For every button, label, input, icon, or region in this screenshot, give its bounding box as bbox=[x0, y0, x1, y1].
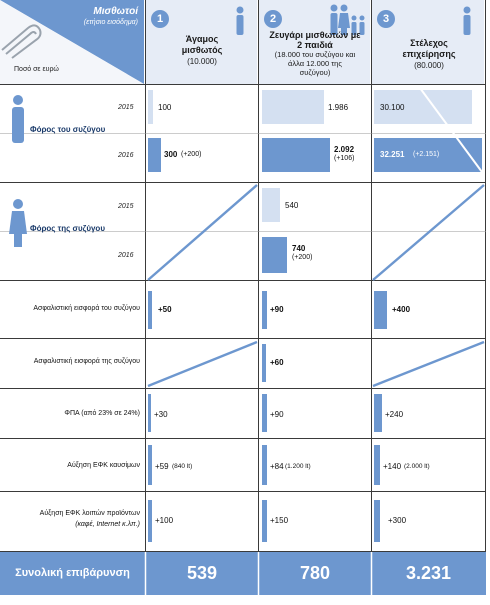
header-subtitle: (ετήσιο εισόδημα) bbox=[83, 19, 138, 26]
year-2015: 2015 bbox=[118, 203, 134, 210]
bar-c2-fuel bbox=[262, 445, 267, 485]
bar-c3-vat bbox=[374, 394, 382, 432]
bar-c3-ins bbox=[374, 291, 387, 329]
value-c2-vat: +90 bbox=[270, 410, 284, 419]
bar-c1-vat bbox=[148, 394, 151, 432]
value-c2-2016: 2.092 bbox=[334, 145, 355, 154]
bar-c2-wife-2015 bbox=[262, 188, 280, 222]
bar-c2-ins bbox=[262, 291, 267, 329]
value-c1-vat: +30 bbox=[154, 410, 168, 419]
value-c2-wife-ins: +60 bbox=[270, 358, 284, 367]
year-2015: 2015 bbox=[118, 104, 134, 111]
column-number-1: 1 bbox=[151, 10, 169, 28]
value-c2-wife-2016: 740 bbox=[292, 244, 306, 253]
bar-c3-other bbox=[374, 500, 380, 542]
value-c3-2015: 30.100 bbox=[380, 103, 405, 112]
wife-tax-label: Φόρος της συζύγου bbox=[30, 224, 105, 233]
value-c1-2015: 100 bbox=[158, 103, 172, 112]
value-c2-ins: +90 bbox=[270, 305, 284, 314]
value-c1-ins: +50 bbox=[158, 305, 172, 314]
wife-insurance-label: Ασφαλιστική εισφορά της συζύγου bbox=[33, 358, 140, 365]
value-c3-other: +300 bbox=[388, 516, 407, 525]
bar-c3-fuel bbox=[374, 445, 380, 485]
diff-c2-2016: (+106) bbox=[334, 155, 355, 162]
value-c2-fuel: +84 bbox=[270, 462, 284, 471]
total-c3: 3.231 bbox=[405, 563, 452, 583]
year-2016: 2016 bbox=[118, 152, 134, 159]
diff-c3-2016: (+2.151) bbox=[413, 151, 440, 158]
column-income-3: (80.000) bbox=[414, 61, 444, 70]
value-c1-fuel: +59 bbox=[155, 462, 169, 471]
bar-c2-vat bbox=[262, 394, 267, 432]
man-icon bbox=[8, 94, 28, 144]
bar-c1-2015 bbox=[148, 90, 153, 124]
value-c3-ins: +400 bbox=[392, 305, 411, 314]
bar-c1-fuel bbox=[148, 445, 152, 485]
note-c2-fuel: (1.200 lt) bbox=[285, 463, 311, 470]
other-products-sublabel: (καφέ, Internet κ.λπ.) bbox=[75, 521, 140, 528]
fuel-label: Αύξηση ΕΦΚ καυσίμων bbox=[67, 462, 140, 469]
bar-c1-ins bbox=[148, 291, 152, 329]
column-income-1: (10.000) bbox=[187, 57, 217, 66]
diff-c1-2016: (+200) bbox=[181, 151, 202, 158]
other-products-label: Αύξηση ΕΦΚ λοιπών προϊόντων bbox=[39, 510, 140, 517]
header-title: Μισθωτοί bbox=[93, 6, 138, 17]
total-c2: 780 bbox=[299, 563, 331, 583]
value-c1-other: +100 bbox=[155, 516, 174, 525]
column-number-2: 2 bbox=[264, 10, 282, 28]
value-c3-2016: 32.251 bbox=[380, 150, 405, 159]
total-c1: 539 bbox=[186, 563, 218, 583]
note-c1-fuel: (840 lt) bbox=[172, 463, 193, 470]
value-c2-other: +150 bbox=[270, 516, 289, 525]
diff-c2-wife-2016: (+200) bbox=[292, 254, 313, 261]
column-title-3-text: Στέλεχος επιχείρησης bbox=[402, 38, 456, 59]
husband-tax-label: Φόρος του συζύγου bbox=[30, 125, 106, 134]
value-c2-2015: 1.986 bbox=[328, 103, 349, 112]
year-2016: 2016 bbox=[118, 252, 134, 259]
value-c1-2016: 300 bbox=[164, 150, 178, 159]
note-c3-fuel: (2.000 lt) bbox=[404, 463, 430, 470]
bar-c2-wife-ins bbox=[262, 344, 266, 382]
woman-icon bbox=[8, 198, 28, 248]
bar-c1-2016 bbox=[148, 138, 161, 172]
column-income-2: (18.000 του συζύγου και άλλα 12.000 της συζύγου) bbox=[274, 50, 356, 77]
bar-c2-wife-2016 bbox=[262, 237, 287, 273]
vat-label: ΦΠΑ (από 23% σε 24%) bbox=[64, 410, 140, 417]
axis-break-mark bbox=[372, 86, 486, 174]
bar-c2-2015 bbox=[262, 90, 324, 124]
unit-label: Ποσό σε ευρώ bbox=[14, 66, 59, 73]
value-c2-wife-2015: 540 bbox=[285, 201, 299, 210]
husband-insurance-label: Ασφαλιστική εισφορά του συζύγου bbox=[33, 305, 140, 312]
totals-label: Συνολική επιβάρυνση bbox=[15, 567, 130, 579]
value-c3-fuel: +140 bbox=[383, 462, 402, 471]
column-title-2-text: Ζευγάρι μισθωτών με 2 παιδιά bbox=[269, 30, 361, 50]
bar-c2-2016 bbox=[262, 138, 330, 172]
column-title-1-text: Άγαμος μισθωτός bbox=[181, 34, 223, 55]
column-number-3: 3 bbox=[377, 10, 395, 28]
bar-c1-other bbox=[148, 500, 152, 542]
bar-c2-other bbox=[262, 500, 267, 542]
value-c3-vat: +240 bbox=[385, 410, 404, 419]
